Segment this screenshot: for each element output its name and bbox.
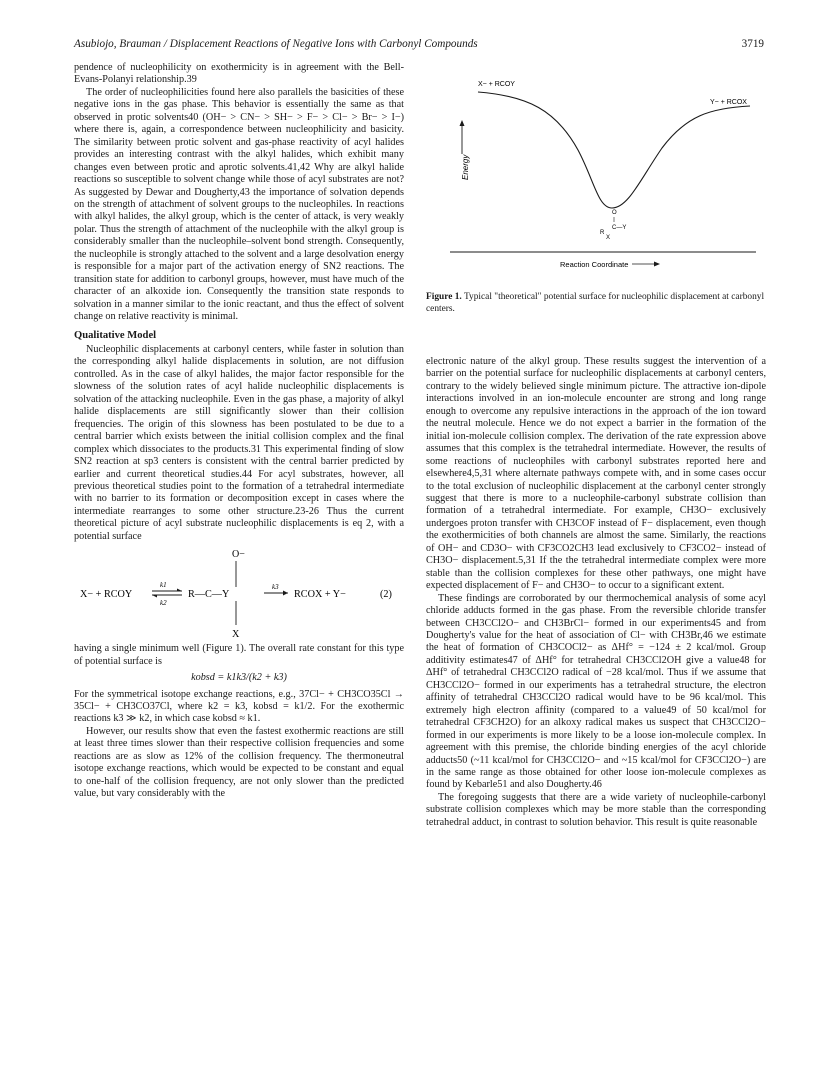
- page-number: 3719: [741, 38, 764, 50]
- y-axis-label: Energy: [461, 154, 470, 180]
- eq-product-arrowhead: [283, 591, 288, 596]
- x-axis-label: Reaction Coordinate: [560, 260, 629, 269]
- paragraph: The order of nucleophilicities found here also parallels the basicities of these negative ions in the gas phase. This behavior is essentially the same as that observed in protic solvents40 (OH− > CN− > SH− > F− > Cl− > Br− > I−) where there is, again, a correspondence between nucleophilicity and basicity. The similarity between protic solvent and gas-phase reactivity of acyl halides provides an interesting contrast with the alkyl halides, which exhibit many changes even between protic and aprotic solvents.41,42 Why are alkyl halide reactions so susceptible to solvent change while those of acyl substrates are not? As suggested by Dewar and Dougherty,43 the importance of solvation depends on the strength of attachment of solvent groups to the nucleophiles. In reactions with alkyl halides, the alkyl group, which is the center of attack, is very weakly polar. Thus the strength of attachment of the nucleophile with the alkyl group is considerably smaller than the nucleophile–solvent bond strength. Consequently, the nucleophile is strongly attached to the solvent and a large desolvation energy is responsible for a major part of the activation energy of SN2 reactions. The transition state for addition to carbonyl groups, however, must have much of the character of an alkoxide ion. Consequently the transition state responds to solvation in a manner similar to the ionic reactant, and thus the effect of solvent change on relative reactivity is minimal.: [74, 86, 404, 323]
- well-c-label: C—Y: [612, 225, 627, 231]
- well-x-label: X: [606, 235, 611, 241]
- rate-equation: kobsd = k1k3/(k2 + k3): [191, 672, 287, 684]
- eq-right-side: RCOX + Y−: [294, 589, 346, 601]
- eq-forward-arrowhead: [177, 589, 182, 592]
- figure-1: [448, 62, 758, 272]
- paragraph: electronic nature of the alkyl group. These results suggest the intervention of a barrier on the potential surface for nucleophilic displacements at carbonyl centers, contrary to the widely believed single minimum picture. The attractive ion-dipole interactions involved in an ion-molecule encounter are strong and long range enough to overcome any repulsive interactions in the approach of the ion toward the neutral molecule. Hence we do not expect a barrier in the formation of the initial ion-molecule collision complex. The derivation of the rate expression above assumes that this complex is the tetrahedral intermediate. However, the results of some reactions of nucleophiles with carbonyl substrates reported here and elsewhere4,5,31 where alternate pathways compete with, and in some cases occur to the total exclusion of nucleophilic displacement at the carbonyl center strongly suggest that there is more to a nucleophile-carbonyl substrate collision than formation of a tetrahedral intermediate. For example, CH3O− exclusively undergoes proton transfer with CH3COF instead of F− displacement, even though the exothermicities of both channels are almost the same. Similarly, the reactions of OH− and CD3O− with CF3CO2CH3 lead exclusively to CF3CO2− instead of CH3O− displacement.5,31 If the the tetrahedral intermediate complex were more stable than the collision complexes for these other pathways, one might have expected displacement of F− and CH3O− to occur to a significant extent.: [426, 356, 766, 592]
- paragraph: The foregoing suggests that there are a wide variety of nucleophile-carbonyl substrate collision complexes which may be more stable than the corresponding tetrahedral adduct, in contrast to solution behavior. This result is quite reasonable: [426, 791, 766, 828]
- equation-2: [74, 545, 404, 641]
- running-title: Asubiojo, Brauman / Displacement Reactions of Negative Ions with Carbonyl Compounds: [74, 38, 478, 50]
- left-column: [74, 62, 404, 801]
- running-header: [74, 38, 764, 54]
- eq-k2: k2: [160, 599, 167, 608]
- eq-reverse-arrowhead: [152, 595, 157, 598]
- figure-caption: [426, 292, 766, 315]
- paragraph: pendence of nucleophilicity on exothermicity is in agreement with the Bell-Evans-Polanyi relationship.39: [74, 62, 404, 86]
- eq-k3: k3: [272, 583, 279, 592]
- potential-surface-plot: [448, 62, 758, 272]
- reactant-label: X− + RCOY: [478, 81, 515, 88]
- paragraph: However, our results show that even the fastest exothermic reactions are still at least three times slower than their respective collision frequencies and some reactions are as slow as 12% of the collision frequency. The thermoneutral isotope exchange reactions, which would be expected to be constant and equal to one-half of the collision frequency, are not only slower than the predicted value, but vary considerably with the: [74, 725, 404, 800]
- section-heading: Qualitative Model: [74, 329, 157, 341]
- energy-arrowhead: [460, 120, 465, 126]
- paragraph: Nucleophilic displacements at carbonyl centers, while faster in solution than the corresponding alkyl halide displacements in solution, are not diffusion controlled. As in the case of alkyl halides, the major factor responsible for the slowness of the solution rates of acyl halide nucleophilic displacements is solvation of the attacking nucleophile. Even in the gas phase, a majority of alkyl halide displacements are still significantly slower than their collision frequencies. The origin of this slowness has been postulated to be due to a central barrier which exists between the initial collision complex and the final complex which dissociates to the products.31 This experimental finding of slow SN2 reaction at sp3 centers is consistent with the central barrier predicted by earlier and current theoretical studies.44 For acyl substrates, however, all previous theoretical studies point to the formation of a tetrahedral intermediate with no barrier to its formation or decomposition except in cases where the intermediate rearranges to some other structure.23-26 Thus the current theoretical picture of acyl substrate nucleophilic displacements is eq 2, with a potential surface: [74, 343, 404, 542]
- eq-x: X: [232, 629, 240, 641]
- reaction-arrowhead: [654, 262, 660, 267]
- paragraph: These findings are corroborated by our thermochemical analysis of some acyl chloride adducts formed in the gas phase. From the reversible chloride transfer between CH3CCl2O− and CH3BrCl− formed in our experiments45 and from Dougherty's value for the heat of association of Cl− with CH3Br,46 we estimate the heat of formation of CH3COCl2− as ΔHf° = −124 ± 2 kcal/mol. Group additivity estimates47 of ΔHf° for tetrahedral CH3CCl2OH give a value48 for ΔHf° of tetrahedral CH3CCl2O radical of −28 kcal/mol. Thus if we assume that CH3CCl2O− formed in our experiments has a tetrahedral structure, the electron affinity of tetrahedral CH3CCl2O radical would have to be 96 kcal/mol. This extremely high electron affinity (compared to a value49 of 50 kcal/mol for tetrahedral CF3CH2O) for an alkoxy radical makes us suspect that CH3CCl2O− formed in our experiments is more likely to be a loose ion-molecule complex. In agreement with this premise, the chloride binding energies of the acyl chloride adducts50 (~11 kcal/mol for CH3CCl2O− and ~15 kcal/mol for CF3CCl2O−) are in the same range as those obtained for other loose ion-molecule complexes as found by Kebarle51 and also Dougherty.46: [426, 592, 766, 791]
- equation-2-graphic: [74, 545, 404, 641]
- caption-text: Typical "theoretical" potential surface for nucleophilic displacement at carbonyl centers.: [426, 292, 765, 314]
- eq-number: (2): [380, 589, 392, 601]
- well-o-label: O: [612, 210, 617, 216]
- paragraph: having a single minimum well (Figure 1). The overall rate constant for this type of potential surface is: [74, 643, 404, 667]
- eq-middle: R—C—Y: [188, 589, 230, 601]
- well-r-label: R: [600, 230, 605, 236]
- eq-o-minus: O−: [232, 549, 245, 561]
- eq-k1: k1: [160, 581, 167, 590]
- product-label: Y− + RCOX: [710, 99, 747, 106]
- paragraph: For the symmetrical isotope exchange reactions, e.g., 37Cl− + CH3CO35Cl → 35Cl− + CH3CO37Cl, where k2 = k3, kobsd = k1/2. For the exothermic reactions k3 ≫ k2, in which case kobsd ≈ k1.: [74, 688, 404, 725]
- potential-curve: [478, 92, 750, 208]
- eq-left-side: X− + RCOY: [80, 589, 133, 601]
- right-column: [426, 356, 766, 829]
- caption-label: Figure 1.: [426, 292, 462, 302]
